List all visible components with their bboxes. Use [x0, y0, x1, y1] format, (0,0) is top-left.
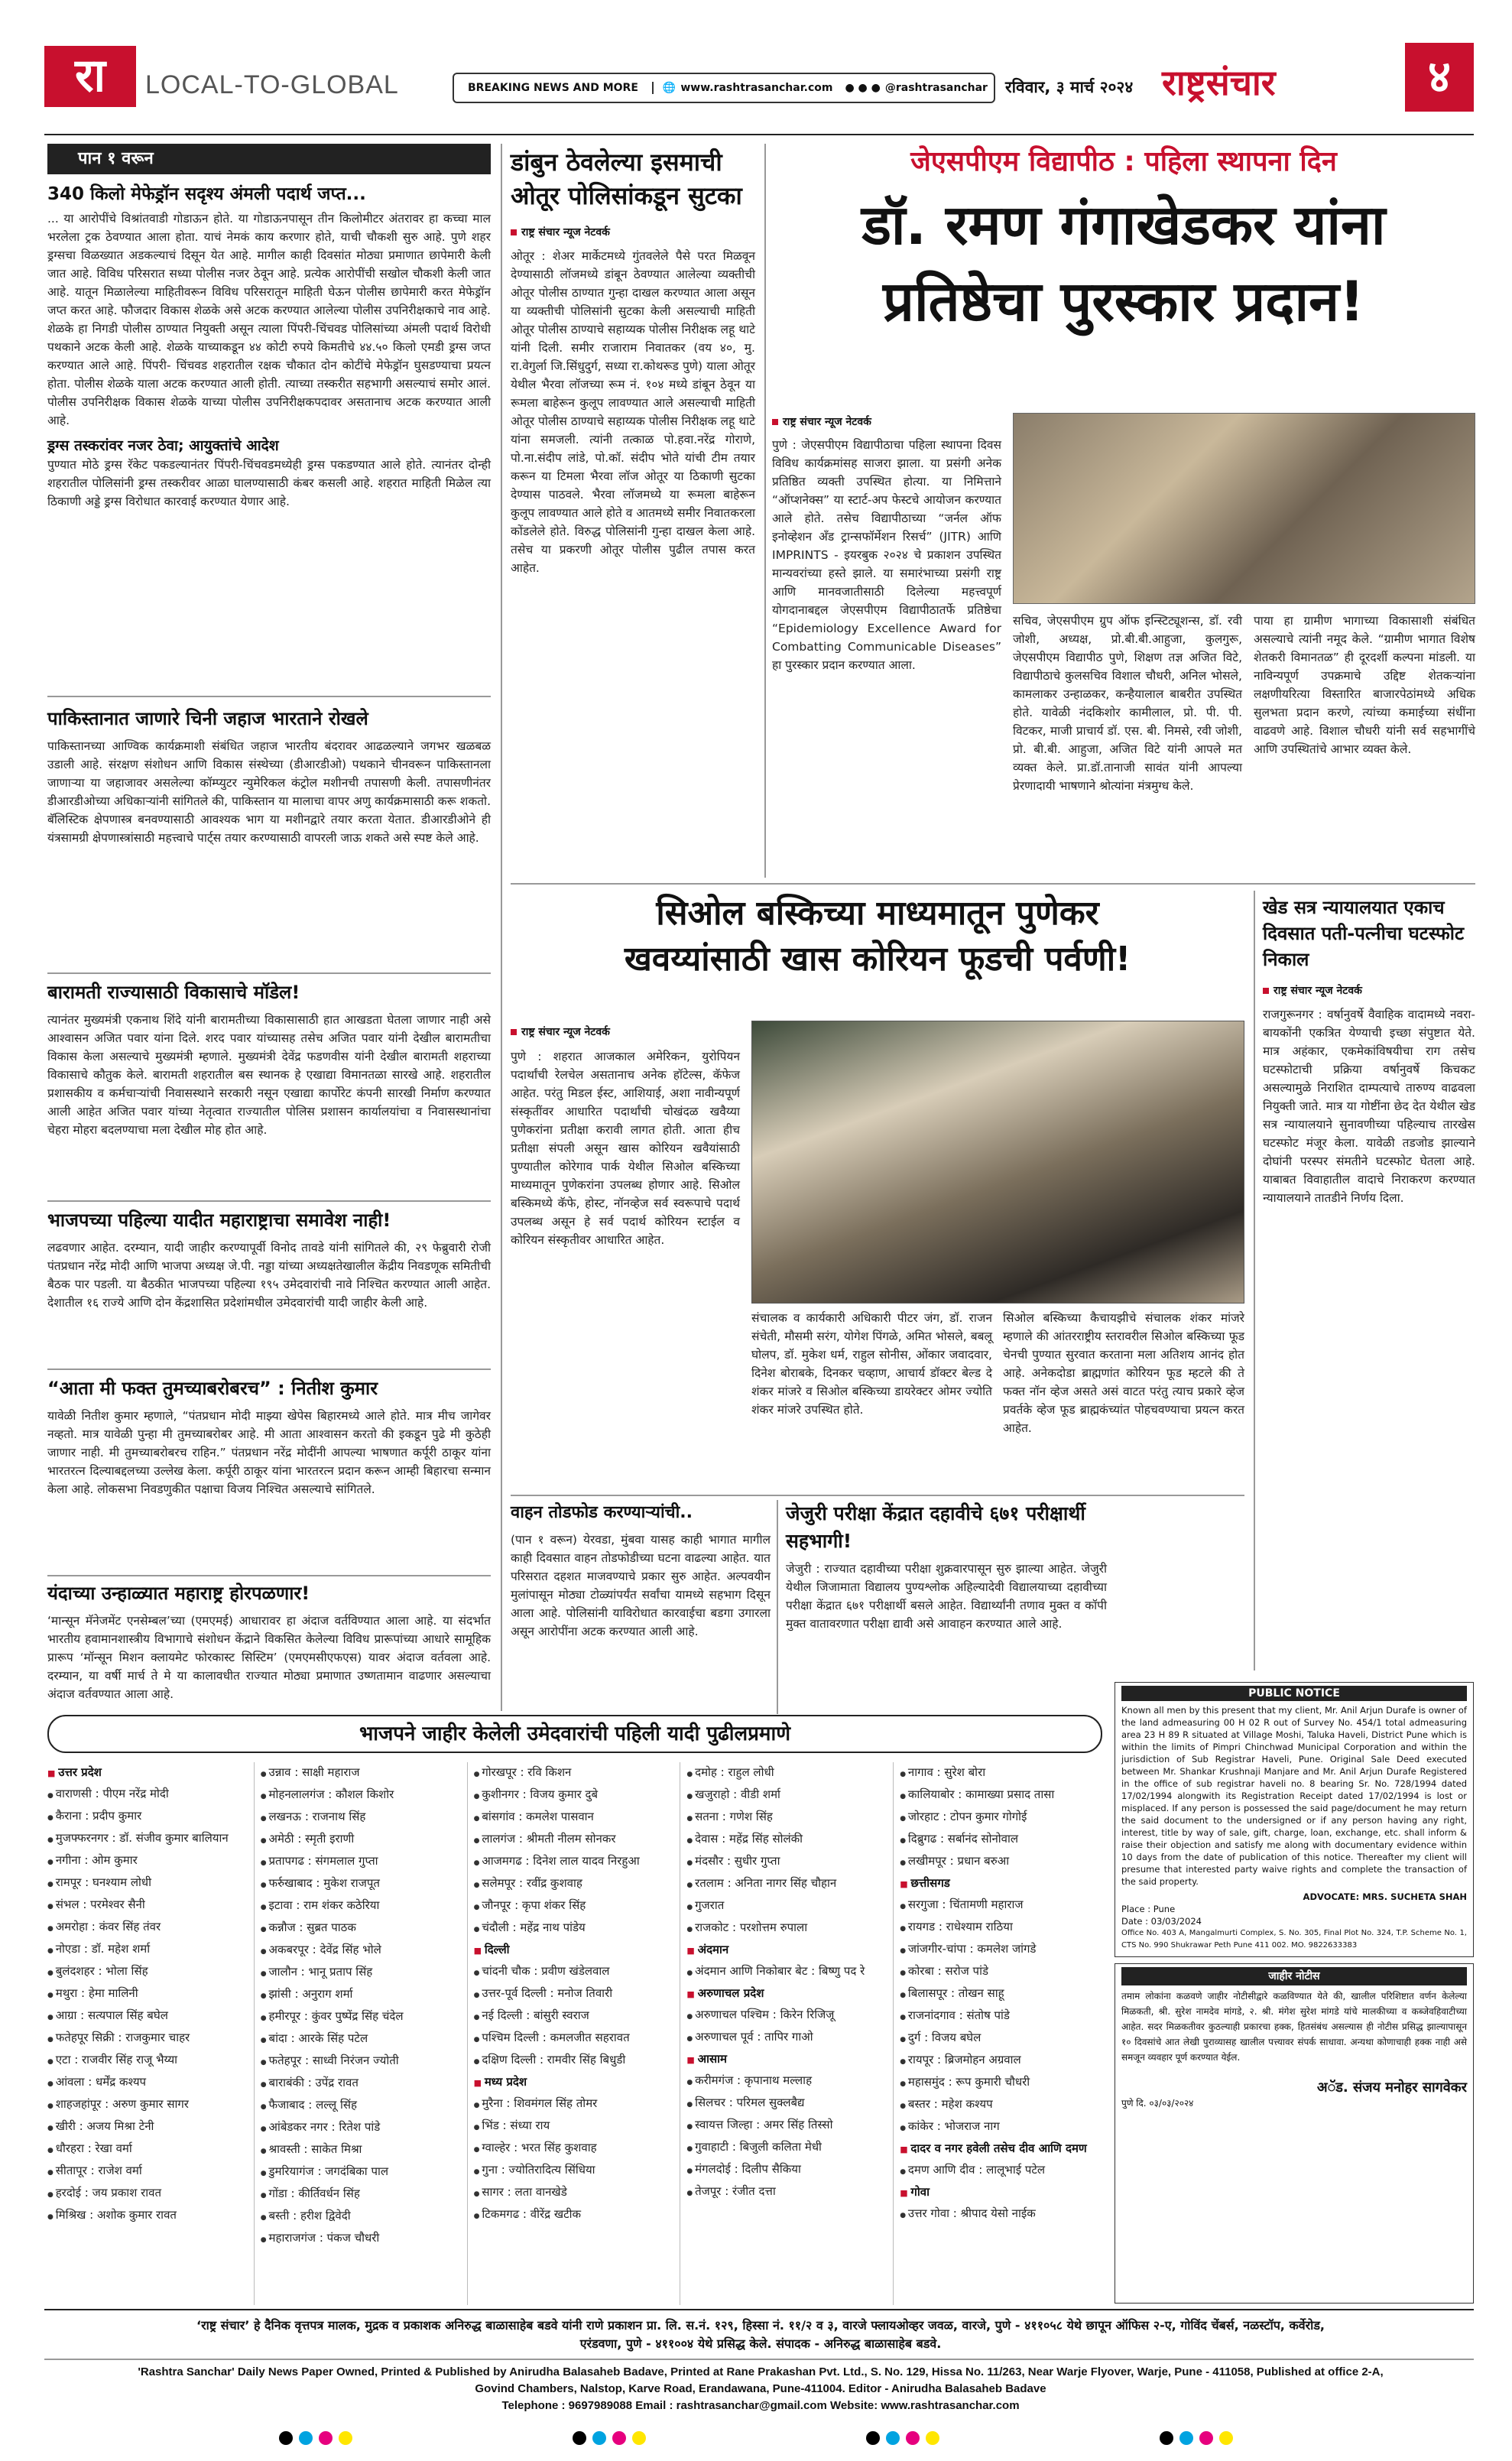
story-body: (पान १ वरून) येरवडा, मुंबवा यासह काही भागात मागील काही दिवसात वाहन तोडफोडीच्या घटना वाढल्या आहेत. यात परिसरात दहशत माजवण्याचे प्रकार सुरु आहेत. अल्पवयीन मुलांपासून मोठ्या टोळ्यांपर्यंत सर्वांचा यामध्ये सहभाग दिसून आला आहे. पोलिसांनी याविरोधात कारवाईचा बडगा उगारला असून आरोपींना अटक करण्यात आली आहे. [511, 1533, 771, 1638]
candidate-item: ● करीमगंज : कृपानाथ मल्लाह [686, 2070, 888, 2092]
candidate-item: ● गुजरात [686, 1895, 888, 1917]
candidate-item: ● फर्रुखाबाद : मुकेश राजपूत [261, 1873, 462, 1895]
candidate-item: ● चंदौली : महेंद्र नाथ पांडेय [474, 1917, 676, 1940]
candidate-item: ● आंबेडकर नगर : रितेश पांडे [261, 2117, 462, 2139]
notice-body: तमाम लोकांना कळवणे जाहीर नोटीसीद्वारे कळविण्यात येते की, खालील परिशिष्टात वर्णन केलेल्या मिळकती, श्री. सुरेश नामदेव मांगडे, २. श्री. मंगेश सुरेश मांगडे यांचे मालकीच्या व कब्जेवहिवाटीच्या आहेत. सदर मिळकतीवर कुठल्याही प्रकारचा हक्क, हितसंबंध असल्यास ही नोटीस प्रसिद्ध झाल्यापासून १० दिवसांचे आत लेखी पुराव्यासह खालील पत्त्यावर संपर्क साधावा. अन्यथा कोणाचाही हक्क नाही असे समजून व्यवहार पूर्ण करण्यात येईल. [1121, 1991, 1467, 2063]
candidate-item: ● कन्नौज : सुब्रत पाठक [261, 1917, 462, 1940]
color-swatch [906, 2431, 920, 2445]
imprint-english-2: Govind Chambers, Nalstop, Karve Road, Erandawana, Pune-411004. Editor - Anirudha Balasaheb Badave [475, 2382, 1046, 2395]
candidate-item: ● जौनपूर : कृपा शंकर सिंह [474, 1895, 676, 1917]
jahir-notice [1115, 1963, 1474, 2304]
candidate-item: ● अरुणाचल पश्चिम : किरेन रिजिजू [686, 2005, 888, 2027]
story-body: राजगुरूनगर : वर्षानुवर्षे वैवाहिक वादामध्ये नवरा-बायकोंनी एकत्रित येण्याची इच्छा संपुष्टात येते. मात्र अहंकार, एकमेकांविषयीचा राग तसेच घटस्फोटाची प्रक्रिया वर्षानुवर्षे किचकट असल्यामुळे निराशित दाम्पत्याचे तारुण्य वाढवला नियुक्ती जाते. मात्र या गोष्टींना छेद देत येथील खेड सत्र न्यायालयाने सुनावणीच्या पहिल्याच तारखेस घटस्फोट मंजूर केला. यावेळी तडजोड झाल्याने दोघांनी परस्पर संमतीने घटस्फोट घेतला आहे. याबाबत विवाहातील वादाचे निराकरण करण्यात न्यायालयाने तातडीने निर्णय दिला. [1263, 1008, 1475, 1205]
color-swatch [886, 2431, 900, 2445]
food-body-2: सिओल बस्किच्या कैचायझीचे संचालक शंकर मांजरे म्हणाले की आंतरराष्ट्रीय स्तरावरील सिओल बस्किच्या फूड चेनची पुण्यात सुरवात करताना मला अतिशय आनंद होत आहे. अनेकदोडा ब्राह्मणांत कोरियन फूड म्हटले की ते फक्त नॉन व्हेज असते असं वाटत परंतु त्याच प्रकारे व्हेज प्रवर्तके व्हेज फूड ब्राह्मकंच्यांत पोहचवण्याचा प्रयत्न करत आहेत. [1003, 1311, 1244, 1435]
candidate-item: ● डुमरियागंज : जगदंबिका पाल [261, 2161, 462, 2183]
candidate-item: ● जांजगीर-चांपा : कमलेश जांगडे [900, 1939, 1102, 1961]
breaking-label: BREAKING NEWS AND MORE [454, 82, 654, 94]
tagline: LOCAL-TO-GLOBAL [145, 70, 399, 99]
candidate-item: ● आंवला : धर्मेंद्र कश्यप [47, 2072, 249, 2094]
lead-story [772, 145, 1475, 339]
state-heading: ■ अरुणाचल प्रदेश [686, 1983, 888, 2005]
color-swatch [632, 2431, 646, 2445]
color-swatch [573, 2431, 586, 2445]
candidate-item: ● बांसगांव : कमलेश पासवान [474, 1807, 676, 1829]
food-byline: राष्ट्र संचार न्यूज नेटवर्क [511, 1024, 610, 1039]
color-swatch [1160, 2431, 1173, 2445]
award-photo [1013, 413, 1475, 604]
candidate-column [686, 1762, 894, 2305]
story-title: डांबुन ठेवलेल्या इसमाची ओतूर पोलिसांकडून सुटका [511, 148, 742, 210]
color-swatch [1179, 2431, 1193, 2445]
candidate-item: ● मंदसौर : सुधीर गुप्ता [686, 1851, 888, 1873]
candidate-item: ● राजकोट : परशोत्तम रुपाला [686, 1917, 888, 1940]
public-notice [1115, 1682, 1474, 1957]
story-subhead: ड्रग्स तस्करांवर नजर ठेवा; आयुक्तांचे आदेश [47, 437, 279, 454]
food-caption: संचालक व कार्यकारी अधिकारी पीटर जंग, डॉ. राजन संचेती, मौसमी सरंग, योगेश पिंगळे, अमित भोसले, बबलू घोलप, डॉ. मुकेश धर्म, राहुल सोनीस, ओंकार जवादवार, दिनेश बोराबके, दिनकर चव्हाण, आचार्य डॉक्टर बेल्ड दे शंकर मांजरे व सिओल बस्किच्या डायरेक्टर ओमर ज्योति शंकर मांजरे उपस्थित होते. [751, 1311, 992, 1417]
candidate-item: ● उन्नाव : साक्षी महाराज [261, 1762, 462, 1784]
story-title: वाहन तोडफोड करण्याऱ्यांची.. [511, 1503, 693, 1522]
candidate-item: ● नागाव : सुरेश बोरा [900, 1762, 1102, 1784]
color-swatch [339, 2431, 352, 2445]
candidate-item: ● संभल : परमेश्वर सैनी [47, 1894, 249, 1917]
candidate-item: ● रायपूर : ब्रिजमोहन अग्रवाल [900, 2050, 1102, 2072]
lead-headline-1: डॉ. रमण गंगाखेडकर यांना [861, 193, 1386, 257]
story-title: पाकिस्तानात जाणारे चिनी जहाज भारताने रोखले [47, 708, 368, 729]
color-registration-group [863, 2431, 943, 2450]
candidate-item: ● राजनांदगाव : संतोष पांडे [900, 2005, 1102, 2028]
candidate-column [47, 1762, 255, 2305]
candidate-item: ● एटा : राजवीर सिंह राजू भैय्या [47, 2050, 249, 2072]
notice-place: पुणे दि. ०३/०३/२०२४ [1121, 2098, 1194, 2109]
story-body: ‘मान्सून मॅनेजमेंट एनसेम्बल’च्या (एमएमई) आधारावर हा अंदाज वर्तविण्यात आला आहे. या संदर्भात भारतीय हवामानशास्त्रीय विभागाचे संशोधन केंद्राने विकसित केलेल्या विविध प्रारूपांच्या आधारे सामूहिक प्रारूप ‘मॉन्सून मिशन क्लायमेट फोरकास्ट सिस्टिम’ (एमएमसीएफएस) यावर अंदाज वर्तवला आहे. दरम्यान, या वर्षी मार्च ते मे या कालावधीत राज्यात मोठ्या प्रमाणात उष्णतामान वाढणार असल्याचा अंदाज वर्तवण्यात आला आहे. [47, 1614, 491, 1701]
candidate-item: ● झांसी : अनुराग शर्मा [261, 1984, 462, 2006]
candidate-item: ● टिकमगढ : वीरेंद्र खटीक [474, 2204, 676, 2226]
story-otur [511, 145, 755, 577]
candidate-item: ● गुना : ज्योतिरादित्य सिंधिया [474, 2160, 676, 2182]
story-china-ship [47, 706, 491, 847]
candidate-item: ● दमोह : राहुल लोधी [686, 1762, 888, 1784]
imprint-english [47, 2364, 1474, 2414]
state-heading: ■ छत्तीसगड [900, 1873, 1102, 1894]
candidate-item: ● पश्चिम दिल्ली : कमलजीत सहरावत [474, 2028, 676, 2050]
candidate-item: ● सतना : गणेश सिंह [686, 1807, 888, 1829]
story-title: खेड सत्र न्यायालयात एकाच दिवसात पती-पत्नीचा घटस्फोट निकाल [1263, 897, 1465, 970]
candidate-item: ● बिलासपूर : तोखन साहू [900, 1983, 1102, 2005]
candidate-item: ● महासमुंद : रूप कुमारी चौधरी [900, 2072, 1102, 2094]
lead-kicker: जेएसपीएम विद्यापीठ : पहिला स्थापना दिन [910, 146, 1337, 177]
notice-body: Known all men by this present that my client, Mr. Anil Arjun Durafe is owner of the land admeasuring 00 H 02 R out of Survey No. 454/1 total admeasuring area 23 H 89 R situated at Village Moshi, Taluka Haveli, District Pune which is within the limits of Pimpri Chinchwad Municipal Corporation and within the jurisdiction of Sub Registrar Haveli, Pune. Original Sale Deed executed between Mr. Shankar Krushnaji Manjare and Mr. Anil Arjun Durafe Registered in the office of sub registrar haveli no. 8 bearing Sr. No. 728/1994 dated 17/02/1994 alongwith its Registration Receipt dated 17/02/1994 is lost or misplaced. If any person is possessed the said page/document he may return the said document to the undersigned or if any person having any right, interest, title by way of sale, gift, charge, loan, exchange, etc. shall inform & raise their objection and satisfy me along with documentary evidence within 10 days from the date of publication of this notice. Thereafter my client will presume that interested party waive rights and complete the transaction of the said property. [1121, 1705, 1467, 1887]
color-swatch [926, 2431, 939, 2445]
story-body: लढवणार आहेत. दरम्यान, यादी जाहीर करण्यापूर्वी विनोद तावडे यांनी सांगितले की, २९ फेब्रुवारी रोजी पंतप्रधान नरेंद्र मोदी आणि भाजपा अध्यक्ष जे.पी. नड्डा यांच्या अध्यक्षतेखालील केंद्रीय निवडणूक समितीची बैठक पार पडली. या बैठकीत भाजपच्या पहिल्या १९५ उमेदवारांची नावे निश्चित करण्यात आली आहेत. देशातील १६ राज्ये आणि दोन केंद्रशासित प्रदेशांमधील उमेदवारांची यादी जाहीर केली आहे. [47, 1241, 491, 1310]
state-heading: ■ दिल्ली [474, 1940, 676, 1961]
candidate-item: ● लालगंज : श्रीमती नीलम सोनकर [474, 1829, 676, 1851]
candidate-item: ● कोरबा : सरोज पांडे [900, 1961, 1102, 1983]
candidate-item: ● गोरखपूर : रवि किशन [474, 1762, 676, 1784]
story-body: जेजुरी : राज्यात दहावीच्या परीक्षा शुक्रवारपासून सुरु झाल्या आहेत. जेजुरी येथील जिजामाता विद्यालय पुण्यश्लोक अहिल्यादेवी विद्यालयाच्या दहावीच्या परीक्षा केंद्रात ६७१ परीक्षार्थी बसले आहेत. विद्यार्थ्यांनी तणाव मुक्त व कॉपी मुक्त वातावरणात परीक्षा द्यावी असे आवाहन करण्यात आले आहे. [786, 1562, 1107, 1631]
candidate-item: ● गुवाहाटी : बिजुली कलिता मेधी [686, 2137, 888, 2159]
story-nitish [47, 1376, 491, 1498]
lead-body-mid: सचिव, जेएसपीएम ग्रुप ऑफ इन्स्टिट्यूशन्स, डॉ. रवी जोशी, अध्यक्ष, प्रो.बी.बी.आहुजा, कुलगुरू, जेएसपीएम विद्यापीठ पुणे, शिक्षण तज्ञ अजित विटे, विद्यापीठाचे कुलसचिव विशाल चौधरी, अनिल भोसले, कामलाकर उन्हाळकर, कन्हैयालाल बाबरीत उपस्थित होते. यावेळी नंदकिशोर कामीलाल, प्रो. पी. पी. विटकर, माजी प्राचार्य डॉ. एस. बी. निमसे, रवी जोशी, प्रो. बी.बी. आहुजा, अजित विटे यांनी आपले मत व्यक्त केले. प्रा.डॉ.तानाजी सावंत यांनी आपल्या प्रेरणादायी भाषणाने श्रोत्यांना मंत्रमुग्ध केले. [1013, 614, 1242, 793]
color-swatch [612, 2431, 626, 2445]
state-heading: ■ मध्य प्रदेश [474, 2072, 676, 2093]
candidate-item: ● कांकेर : भोजराज नाग [900, 2116, 1102, 2138]
candidate-item: ● कुशीनगर : विजय कुमार दुबे [474, 1784, 676, 1807]
color-registration-group [1157, 2431, 1236, 2450]
story-baramati [47, 980, 491, 1139]
candidate-item: ● मुजफ्फरनगर : डॉ. संजीव कुमार बालियान [47, 1828, 249, 1850]
candidate-item: ● मंगलदोई : दिलीप सैकिया [686, 2159, 888, 2181]
globe-icon: 🌐 [662, 82, 677, 94]
candidate-item: ● महाराजगंज : पंकज चौधरी [261, 2228, 462, 2250]
candidate-item: ● फैजाबाद : लल्लू सिंह [261, 2095, 462, 2117]
byline: राष्ट्र संचार न्यूज नेटवर्क [511, 225, 755, 239]
notice-title: जाहीर नोटीस [1121, 1967, 1467, 1985]
story-title: भाजपच्या पहिल्या यादीत महाराष्ट्राचा समावेश नाही! [47, 1209, 391, 1231]
vehicle-story [511, 1500, 771, 1641]
story-title: “आता मी फक्त तुमच्याबरोबरच” : नितीश कुमार [47, 1378, 378, 1399]
story-body: ... या आरोपींचे विश्रांतवाडी गोडाऊन होते. या गोडाऊनपासून तीन किलोमीटर अंतरावर हा कच्चा माल भरलेला ट्रक ठेवण्यात आला होता. याचं नेमकं काय करणार होते, याची चौकशी सुरु आहे. पुणे शहर ड्रग्सचा विळख्यात अडकल्याचं दिसून येत आहे. मागील काही दिवसांत मोठ्या प्रमाणात छापेमारी केली जात आहे. विविध परिसरात सध्या पोलीस नजर ठेवून आहे. प्रत्येक आरोपींची सखोल चौकशी केली जात आहे. यातून मिळालेल्या माहितीवरून विविध परिसरातून माहिती घेऊन पोलीस छापेमारी करत मेफेड्रॉन जप्त करत आहे. फौजदार विकास शेळके असे अटक करण्यात आलेल्या पोलीस उपनिरीक्षकाचे नाव आहे. शेळके हा निगडी पोलीस ठाण्यात नियुक्‍ती असून त्याला पिंपरी-चिंचवड पोलिसांच्या अंमली पदार्थ विरोधी पथकाने अटक केली आहे. शेळके याच्याकडून ४४ कोटी रुपये किमतीचे ४४.५० किलो एमडी ड्रग्स जप्त करण्यात आले आहे. पिंपरी- चिंचवड शहरातील रक्षक चौकात दोन कोटींचे मेफेड्रॉन घुसडण्याचा प्रयत्न होता. पोलीस शेळके याला अटक करण्यात आली होती. त्याच्या तस्करीत सहभागी असल्याचं समोर आलं. पोलीस उपनिरीक्षक विकास शेळके याच्या पोलीस उपनिरीक्षकपदावर असतानाच अटक करण्यात आली आहे. [47, 212, 491, 427]
candidate-item: ● लखीमपूर : प्रधान बरुआ [900, 1851, 1102, 1873]
notice-title: PUBLIC NOTICE [1121, 1686, 1467, 1701]
color-swatch [1219, 2431, 1233, 2445]
lead-body-right: पाया हा ग्रामीण भागाच्या विकासाशी संबंधित असल्याचे त्यांनी नमूद केले. “ग्रामीण भागात विशेष शेतकरी विमानतळ” ही दूरदर्शी कल्पना मांडली. या नाविन्यपूर्ण उपक्रमाचे उद्दिष्ट शेतकऱ्यांना लक्षणीयरित्या विस्तारित बाजारपेठांमध्ये अधिक सुलभता प्रदान करणे, त्यांच्या कमाईच्या संधींना वाढवणे आहे. विशाल चौधरी यांनी सर्व सहभागींचे आणि उपस्थितांचे आभार व्यक्त केले. [1254, 614, 1475, 756]
candidate-item: ● हरदोई : जय प्रकाश रावत [47, 2183, 249, 2205]
imprint [47, 2317, 1474, 2353]
candidate-item: ● उत्तर-पूर्व दिल्ली : मनोज तिवारी [474, 1983, 676, 2005]
story-drugs [47, 182, 491, 511]
candidate-item: ● मुरैना : शिवमंगल सिंह तोमर [474, 2093, 676, 2115]
color-registration-group [569, 2431, 649, 2450]
candidate-item: ● बुलंदशहर : भोला सिंह [47, 1961, 249, 1983]
candidate-item: ● अंदमान आणि निकोबार बेट : बिष्णु पद रे [686, 1961, 888, 1983]
candidate-item: ● भिंड : संध्या राय [474, 2115, 676, 2138]
notice-advocate: ADVOCATE: MRS. SUCHETA SHAH [1303, 1891, 1467, 1902]
masthead-title: राष्ट्रसंचार [1162, 62, 1276, 103]
lead-body-left: पुणे : जेएसपीएम विद्यापीठाचा पहिला स्थापना दिवस विविध कार्यक्रमांसह साजरा झाला. या प्रसंगी अनेक प्रतिष्ठित व्यक्ती उपस्थित होत्या. या निमित्ताने “ऑप्शनेक्स” या स्टार्ट-अप फेस्टचे आयोजन करण्यात आले होते. तसेच विद्यापीठाच्या “जर्नल ऑफ इनोव्हेशन अँड ट्रान्सफॉर्मेशन रिसर्च” (JITR) आणि IMPRINTS - इयरबुक २०२४ चे प्रकाशन उपस्थित मान्यवरांच्या हस्ते झाले. या समारंभाच्या प्रसंगी राष्ट्र आणि मानवजातीसाठी दिलेल्या महत्त्वपूर्ण योगदानाबद्दल जेएसपीएम विद्यापीठातर्फे प्रतिष्ठेचा “Epidemiology Excellence Award for Combatting Communicable Diseases” हा पुरस्कार प्रदान करण्यात आला. [772, 438, 1001, 672]
imprint-marathi-1: ‘राष्ट्र संचार’ हे दैनिक वृत्तपत्र मालक, मुद्रक व प्रकाशक अनिरुद्ध बाळासाहेब बडवे यांनी राणे प्रकाशन प्रा. लि. स.नं. १२९, हिस्सा नं. ११/२ व ३, वारजे फ्लायओव्हर जवळ, वारजे, पुणे - ४११०५८ येथे छापून ऑफिस २-ए, गोविंद चेंबर्स, नळस्टॉप, कर्वेरोड, [196, 2318, 1325, 2333]
candidate-item: ● बस्तर : महेश कश्यप [900, 2094, 1102, 2116]
page-number: ४ [1405, 43, 1474, 112]
candidate-item: ● फतेहपूर सिक्री : राजकुमार चाहर [47, 2028, 249, 2050]
court-story [1263, 894, 1475, 1207]
candidate-item: ● नगीना : ओम कुमार [47, 1850, 249, 1872]
candidate-columns [47, 1762, 1106, 2305]
candidate-item: ● नोएडा : डॉ. महेश शर्मा [47, 1939, 249, 1961]
candidate-item: ● रायगड : राधेश्याम राठिया [900, 1917, 1102, 1939]
color-registration-group [276, 2431, 355, 2450]
candidate-item: ● मिश्रिख : अशोक कुमार रावत [47, 2205, 249, 2227]
candidate-column [261, 1762, 468, 2305]
candidate-item: ● आग्रा : सत्यपाल सिंह बघेल [47, 2005, 249, 2028]
breaking-bar [453, 73, 995, 103]
candidate-item: ● सिलचर : परिमल सुक्लबैद्य [686, 2092, 888, 2115]
candidate-item: ● फतेहपूर : साध्वी निरंजन ज्योती [261, 2050, 462, 2073]
story-bjp-list [47, 1208, 491, 1312]
state-heading: ■ गोवा [900, 2182, 1102, 2203]
color-swatch [279, 2431, 293, 2445]
story-title: 340 किलो मेफेड्रॉन सदृश्य अंमली पदार्थ जप्त... [47, 184, 366, 204]
ribbon-cutting-photo [751, 1021, 1244, 1304]
candidate-item: ● सागर : लता वानखेडे [474, 2182, 676, 2204]
candidate-item: ● इटावा : राम शंकर कठेरिया [261, 1895, 462, 1917]
social-handle[interactable]: @rashtrasanchar [884, 82, 988, 94]
candidate-list-title: भाजपने जाहीर केलेली उमेदवारांची पहिली यादी पुढीलप्रमाणे [47, 1715, 1102, 1753]
candidate-item: ● मोहनलालगंज : कौशल किशोर [261, 1784, 462, 1807]
state-heading: ■ दादर व नगर हवेली तसेच दीव आणि दमण [900, 2138, 1102, 2160]
story-subbody: पुण्यात मोठे ड्रग्स रॅकेट पकडल्यानंतर पिंपरी-चिंचवडमध्येही ड्रग्स पकडण्यात आले होते. त्यानंतर दोन्ही शहरातील पोलिसांनी ड्रग्स तस्करीवर आळा घालण्यासाठी कंबर कसली आहे. शहरात माहिती मिळेल त्या ठिकाणी अड्डे ड्रग्स विरोधात कारवाई करण्यात येणार आहे. [47, 458, 491, 508]
color-swatch [1199, 2431, 1213, 2445]
candidate-item: ● सीतापूर : राजेश वर्मा [47, 2161, 249, 2183]
candidate-item: ● जोरहाट : टोपन कुमार गोगोई [900, 1807, 1102, 1829]
notice-office: Office No. 403 A, Mangalmurti Complex, S. No. 305, Final Plot No. 324, T.P. Scheme No. 1, CTS No. 990 Shukrawar Peth Pune 411 002. MO. 9822633383 [1121, 1929, 1467, 1950]
notice-date: Date : 03/03/2024 [1121, 1916, 1202, 1927]
story-title: बारामती राज्यासाठी विकासाचे मॉडेल! [47, 982, 300, 1003]
candidate-item: ● सलेमपूर : रवींद्र कुशवाह [474, 1873, 676, 1895]
candidate-item: ● वाराणसी : पीएम नरेंद्र मोदी [47, 1784, 249, 1806]
imprint-marathi-2: एरंडवणा, पुणे - ४११००४ येथे प्रसिद्ध केले. संपादक - अनिरुद्ध बाळासाहेब बडवे. [579, 2336, 942, 2351]
candidate-item: ● कालियाबोर : कामाख्या प्रसाद तासा [900, 1784, 1102, 1807]
notice-place: Place : Pune [1121, 1904, 1176, 1914]
candidate-item: ● कैराना : प्रदीप कुमार [47, 1806, 249, 1828]
candidate-item: ● रामपूर : घनश्याम लोधी [47, 1872, 249, 1894]
candidate-item: ● लखनऊ : राजनाथ सिंह [261, 1807, 462, 1829]
candidate-item: ● श्रावस्ती : साकेत मिश्रा [261, 2139, 462, 2161]
candidate-item: ● अमरोहा : कंवर सिंह तंवर [47, 1917, 249, 1939]
candidate-column [900, 1762, 1106, 2305]
story-body: पाकिस्तानच्या आण्विक कार्यक्रमाशी संबंधित जहाज भारतीय बंदरावर आढळल्याने जगभर खळबळ उडाली आहे. संरक्षण संशोधन आणि विकास संस्थेच्या (डीआरडीओ) पथकाने चीनवरून पाकिस्तानला जाणाऱ्या या जहाजावर असलेल्या कॉम्प्युटर न्युमेरिकल कंट्रोल मशीनची तपासणी केली. तपासणीनंतर डीआरडीओच्या अधिकाऱ्यांनी सांगितले की, पाकिस्तान या मालाचा वापर अणु कार्यक्रमासाठी करू शकतो. बॅलिस्टिक क्षेपणास्त्र बनवण्यासाठी आवश्यक भाग या मशीनद्वारे तयार करता येतात. डीआरडीओने ही यंत्रसामग्री क्षेपणास्त्रांसाठी महत्त्वाचे पार्ट्स तयार करण्यासाठी वापरली जाऊ शकते असे स्पष्ट केले आहे. [47, 739, 491, 845]
byline: राष्ट्र संचार न्यूज नेटवर्क [1263, 983, 1475, 998]
masthead-bar [0, 0, 1512, 130]
story-body: ओतूर : शेअर मार्केटमध्ये गुंतवलेले पैसे परत मिळवून देण्यासाठी लॉजमध्ये डांबून ठेवण्यात आलेल्या व्यक्तीची ओतूर पोलीस ठाण्यात गुन्हा दाखल करण्यात आला असून या व्यक्तीची पोलिसांनी सुटका केली असल्याची माहिती ओतूर पोलीस ठाण्याचे सहाय्यक पोलीस निरीक्षक लहू थाटे यांनी दिली. समीर राजाराम निवातकर (वय ४०, मु. रा.वेगुर्ला जि.सिंधुदुर्ग, सध्या रा.कोथरूड पुणे) याला ओतूर येथील भैरवा लॉजच्या रूम नं. १०४ मध्ये डांबून ठेवून या रूमला बाहेरून कुलूप लावण्यात आले असल्याची माहिती ओतूर पोलीस ठाण्याचे सहाय्यक पोलीस निरीक्षक लहू थाटे यांना समजली. त्यांनी तत्काळ पो.हवा.नरेंद्र गोराणे, पो.ना.संदीप लांडे, पो.कॉ. संदीप भोते यांची टीम तयार करून या टिमला भैरवा लॉज ओतूर या ठिकाणी सुटका देण्यास पाठवले. भैरवा लॉजमध्ये या रूमला बाहेरून कुलूप लावण्यात आले होते व आतमध्ये समीर निवातकरला कोंडलेले होते. विरुद्ध पोलिसांनी गुन्हा दाखल केला आहे. तसेच या प्रकरणी ओतूर पोलीस पुढील तपास करत आहेत. [511, 249, 755, 575]
candidate-item: ● बांदा : आरके सिंह पटेल [261, 2028, 462, 2050]
continued-banner: पान १ वरून [47, 144, 491, 174]
imprint-contact: Telephone : 9697989088 Email : rashtrasanchar@gmail.com Website: www.rashtrasanchar.com [501, 2399, 1020, 2412]
food-headline-2: खवय्यांसाठी खास कोरियन फूडची पर्वणी! [624, 940, 1131, 979]
story-body: त्यानंतर मुख्यमंत्री एकनाथ शिंदे यांनी बारामतीच्या विकासासाठी हात आखडता घेतला जाणार नाही असे आश्वासन अजित पवार यांना दिले. शरद पवार यांच्यासह तसेच अजित पवार यांनी देखील बारामतीचा विकास केला असल्याचे मुख्यमंत्री म्हणाले. मुख्यमंत्री देवेंद्र फडणवीस यांनी देखील बारामती शहराच्या विकासाचे कौतुक केले. बारामती शहरातील बस स्थानक हे एखाद्या विमानतळा सारखे आहे. शहरातील प्रशासकीय व कर्मचाऱ्यांची निवासस्थाने सरकारी नसून एखाद्या कार्पोरेट कंपनी सारखी निर्माण करण्यात आली आहेत अजित पवार यांच्या नेतृत्वात राज्यातील पोलिस प्रशासन कार्यालयांचा व निवासस्थानांचा चेहरा मोहरा बदलण्याचा मला देखील मोह होत आहे. [47, 1013, 491, 1137]
logo-letter: रा [74, 49, 106, 102]
story-body: यावेळी नितीश कुमार म्हणाले, “पंतप्रधान मोदी माझ्या खेपेस बिहारमध्ये आले होते. मात्र मीच जागेवर नव्हतो. मात्र यावेळी पुन्हा मी तुमच्याबरोबर आहे. मी आता आश्वासन करतो की इकडून पुढे मी कुठेही जाणार नाही. मी तुमच्याबरोबरच राहिन.” पंतप्रधान नरेंद्र मोदींनी आपल्या भाषणात कर्पूरी ठाकूर यांना भारतरत्न दिल्याबद्दलच्या उल्लेख केला. कर्पूरी ठाकूर यांना भारतरत्न प्रदान करून आम्ही बिहारचा सन्मान केला आहे. लोकसभा निवडणुकीत पक्षाचा विजय निश्चित असल्याचे सांगितले. [47, 1409, 491, 1496]
candidate-item: ● दमण आणि दीव : लालूभाई पटेल [900, 2160, 1102, 2182]
lead-headline-2: प्रतिष्ठेचा पुरस्कार प्रदान! [883, 269, 1364, 333]
candidate-item: ● नई दिल्ली : बांसुरी स्वराज [474, 2005, 676, 2028]
website-link[interactable]: www.rashtrasanchar.com [680, 82, 833, 94]
candidate-item: ● खीरी : अजय मिश्रा टेनी [47, 2116, 249, 2138]
state-heading: ■ अंदमान [686, 1940, 888, 1961]
color-swatch [299, 2431, 313, 2445]
candidate-item: ● मथुरा : हेमा मालिनी [47, 1983, 249, 2005]
food-body: पुणे : शहरात आजकाल अमेरिकन, युरोपियन पदार्थांची रेलचेल असतानाच अनेक हॉटेल्स, कॅफेज आहेत. परंतु मिडल ईस्ट, आशियाई, अशा नावीन्यपूर्ण संस्कृतींवर आधारित पदार्थांची चोखंदळ खवैय्या पुणेकरांना प्रतीक्षा करावी लागत होती. आता हीच प्रतीक्षा संपली असून खास कोरियन खवैयांसाठी पुण्यातील कोरेगाव पार्क येथील सिओल बस्किच्या माध्यमातून पुणेकरांना उपलब्ध होणार आहे. सिओल बस्किमध्ये कॅफे, होस्ट, नॉनव्हेज सर्व स्वरूपाचे पदार्थ उपलब्ध असून हे सर्व पदार्थ कोरियन स्टाईल व कोरियन संस्कृतीवर आधारित आहेत. [511, 1050, 740, 1247]
story-title: जेजुरी परीक्षा केंद्रात दहावीचे ६७१ परीक्षार्थी सहभागी! [786, 1502, 1085, 1552]
registration-marks [0, 2431, 1512, 2450]
color-swatch [592, 2431, 606, 2445]
color-swatch [319, 2431, 333, 2445]
food-story [511, 891, 1244, 982]
candidate-item: ● प्रतापगढ : संगमलाल गुप्ता [261, 1851, 462, 1873]
candidate-item: ● अरुणाचल पूर्व : तापिर गाओ [686, 2027, 888, 2049]
state-heading: ■ आसाम [686, 2049, 888, 2070]
color-swatch [866, 2431, 880, 2445]
candidate-item: ● खजुराहो : वीडी शर्मा [686, 1784, 888, 1807]
date: रविवार, ३ मार्च २०२४ [1005, 78, 1134, 96]
candidate-item: ● तेजपूर : रंजीत दत्ता [686, 2181, 888, 2203]
candidate-item: ● आजमगढ : दिनेश लाल यादव निरहुआ [474, 1851, 676, 1873]
logo-block [44, 46, 136, 107]
food-headline-1: सिओल बस्किच्या माध्यमातून पुणेकर [656, 894, 1099, 933]
candidate-item: ● उत्तर गोवा : श्रीपाद येसो नाईक [900, 2203, 1102, 2226]
exam-story [786, 1500, 1107, 1633]
candidate-item: ● रतलाम : अनिता नागर सिंह चौहान [686, 1873, 888, 1895]
candidate-item: ● हमीरपूर : कुंवर पुष्पेंद्र सिंह चंदेल [261, 2006, 462, 2028]
candidate-item: ● जालौन : भानू प्रताप सिंह [261, 1962, 462, 1984]
candidate-item: ● शाहजहांपूर : अरुण कुमार सागर [47, 2094, 249, 2116]
candidate-item: ● अमेठी : स्मृती इराणी [261, 1829, 462, 1851]
story-heat [47, 1581, 491, 1703]
candidate-item: ● गोंडा : कीर्तिवर्धन सिंह [261, 2183, 462, 2206]
candidate-item: ● चांदनी चौक : प्रवीण खंडेलवाल [474, 1961, 676, 1983]
social-icons: ● ● ● [845, 82, 881, 94]
story-title: यंदाच्या उन्हाळ्यात महाराष्ट्र होरपळणार! [47, 1583, 310, 1604]
state-heading: ■ उत्तर प्रदेश [47, 1762, 249, 1784]
candidate-item: ● देवास : महेंद्र सिंह सोलंकी [686, 1829, 888, 1851]
candidate-item: ● बस्ती : हरीश द्विवेदी [261, 2206, 462, 2228]
candidate-item: ● अकबरपूर : देवेंद्र सिंह भोले [261, 1940, 462, 1962]
imprint-english-1: 'Rashtra Sanchar' Daily News Paper Owned, Printed & Published by Anirudha Balasaheb Badave, Printed at Rane Prakashan Pvt. Ltd., S. No. 129, Hissa No. 11/263, Near Warje Flyover, Warje, Pune - 411058, Published at office 2-A, [138, 2365, 1384, 2378]
candidate-item: ● सरगुजा : चिंतामणी महाराज [900, 1894, 1102, 1917]
candidate-item: ● ग्वाल्हेर : भरत सिंह कुशवाह [474, 2138, 676, 2160]
candidate-item: ● बाराबंकी : उपेंद्र रावत [261, 2073, 462, 2095]
candidate-item: ● धौरहरा : रेखा वर्मा [47, 2138, 249, 2161]
notice-advocate: अॅड. संजय मनोहर सागवेकर [1316, 2080, 1467, 2096]
lead-byline: राष्ट्र संचार न्यूज नेटवर्क [772, 414, 871, 429]
candidate-column [474, 1762, 681, 2305]
candidate-item: ● स्वायत्त जिल्हा : अमर सिंह तिस्सो [686, 2115, 888, 2137]
candidate-item: ● दुर्ग : विजय बघेल [900, 2028, 1102, 2050]
candidate-item: ● दक्षिण दिल्ली : रामवीर सिंह बिधुडी [474, 2050, 676, 2072]
candidate-item: ● दिब्रुगढ : सर्बानंद सोनोवाल [900, 1829, 1102, 1851]
